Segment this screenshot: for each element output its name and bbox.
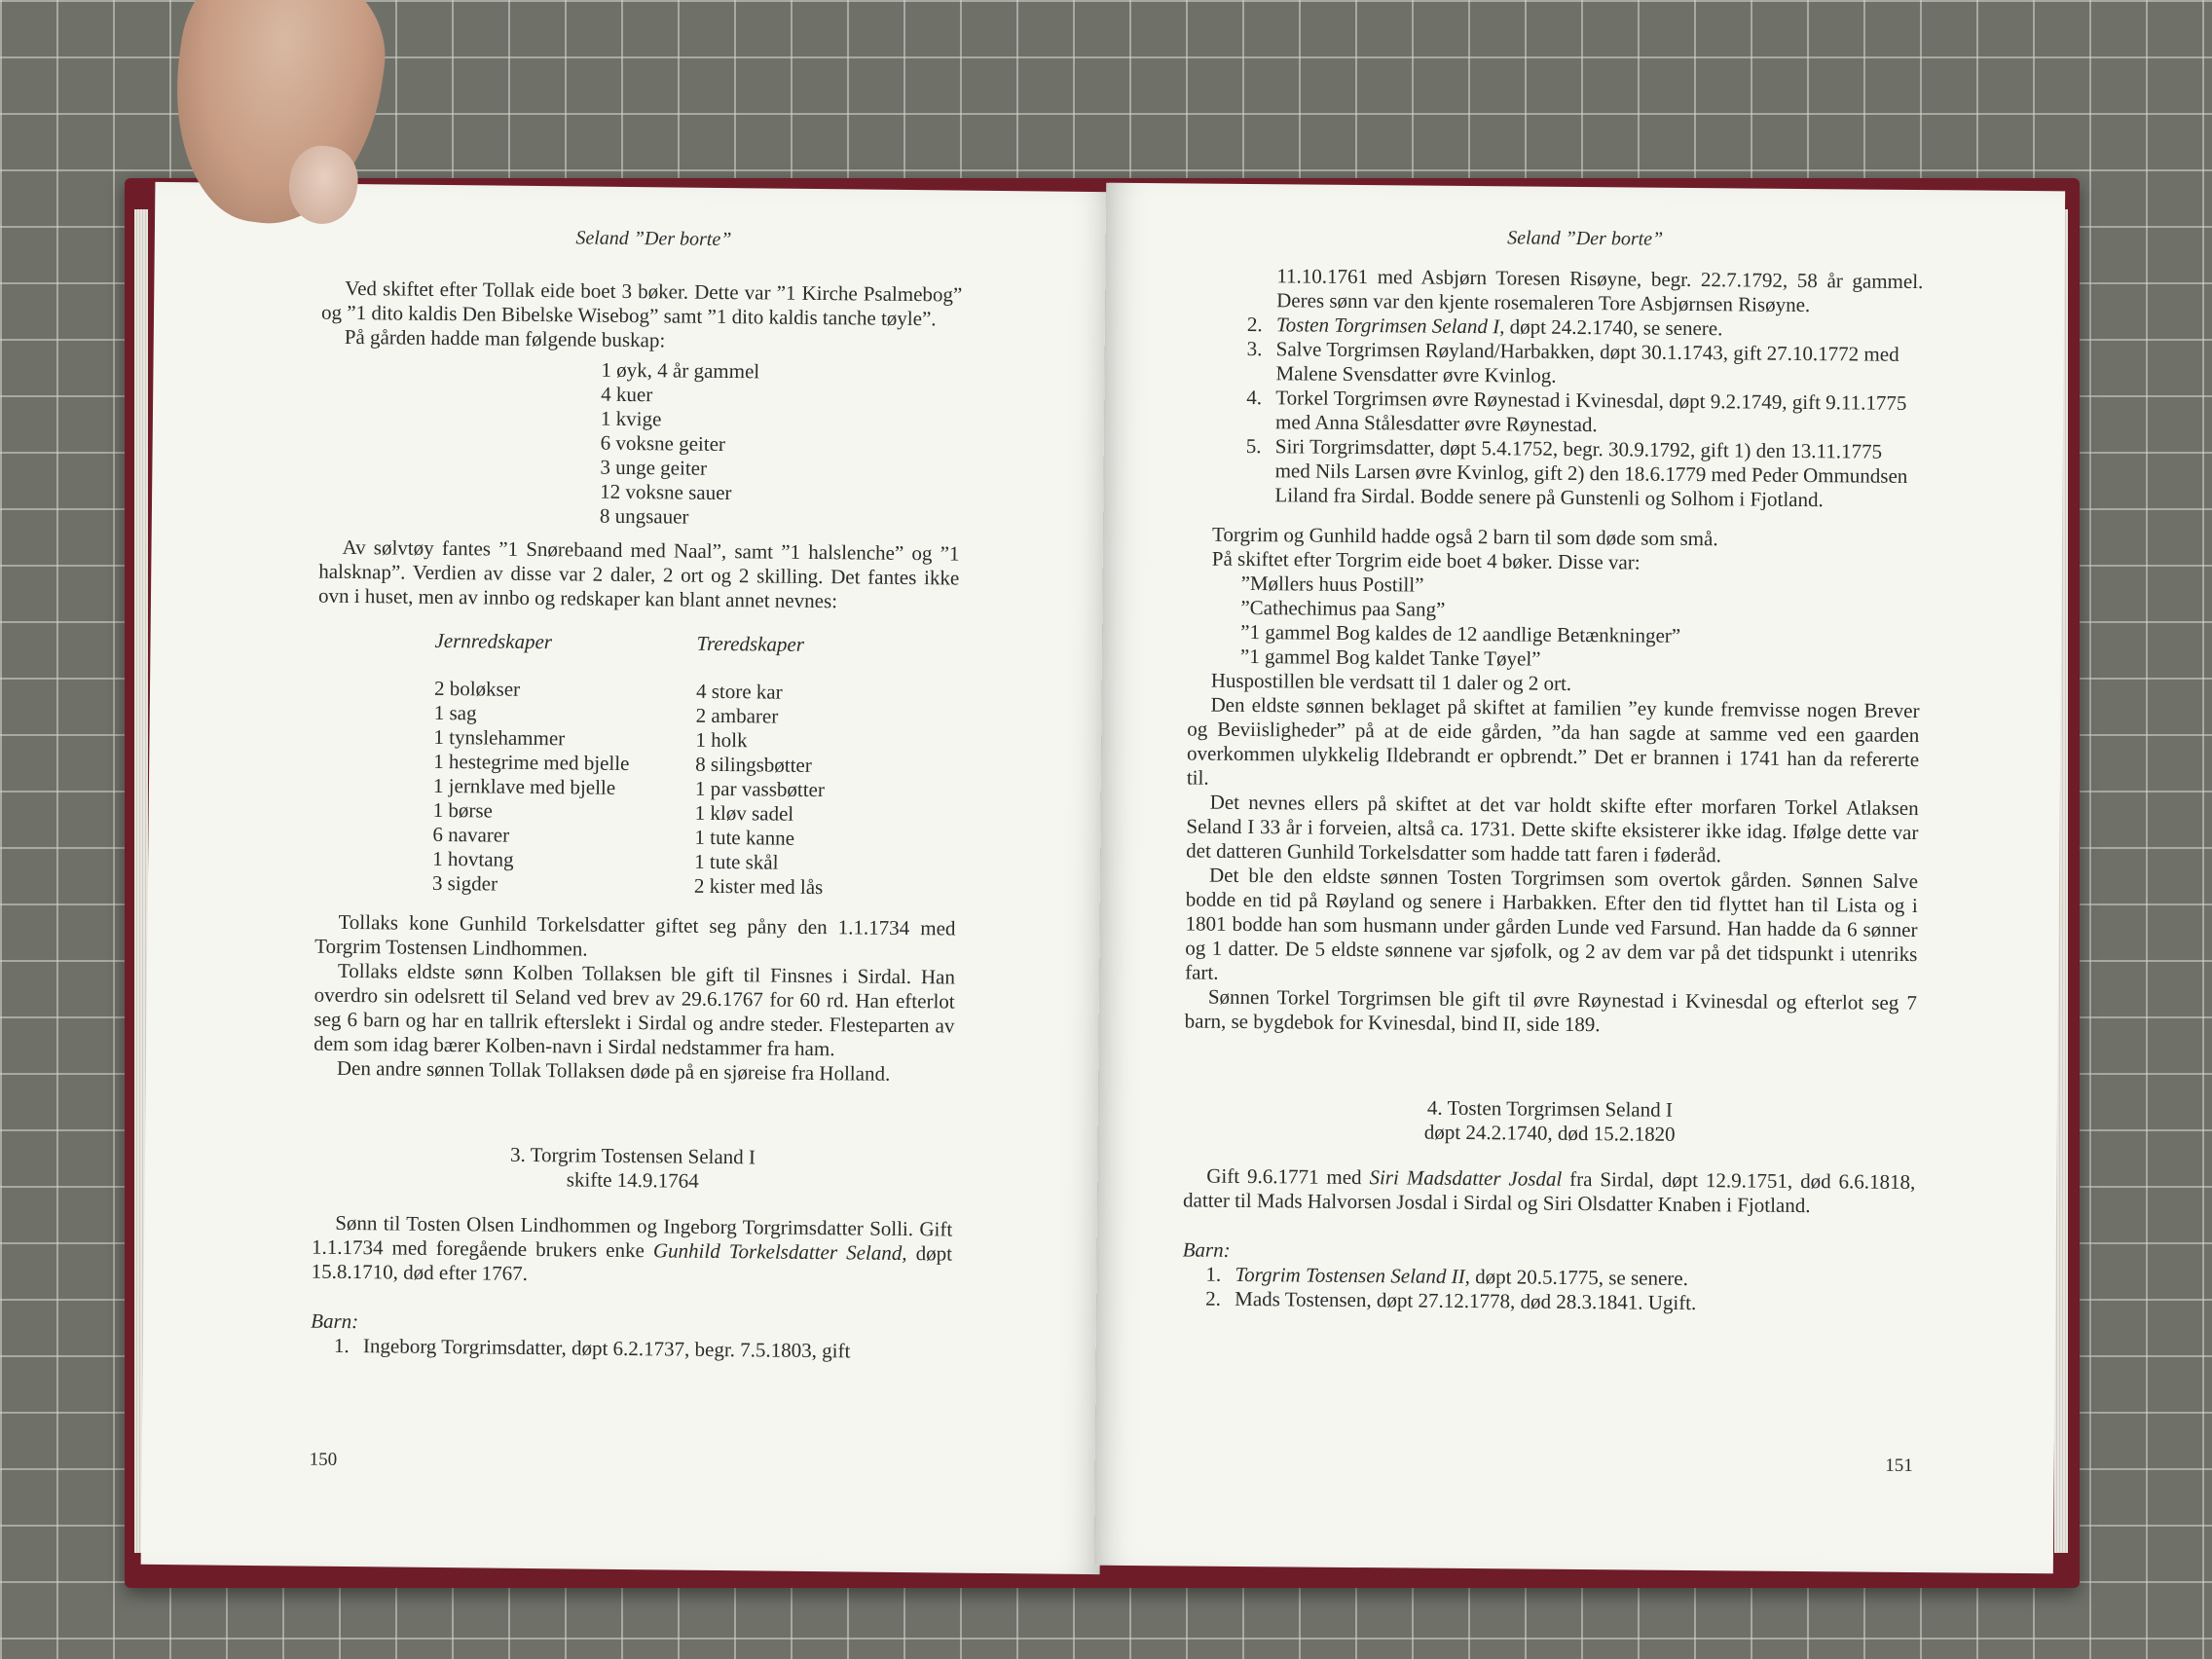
paragraph: Den eldste sønnen beklaget på skiftet at familien ”ey kunde fremvisse nogen Brever og Beviisligheder” på at de eide gården, ”da han sagde at samme ved een gaarden overkommen ulykkelig Ildebrandt er opbrendt.” Det er brannen i 1741 han da refererte til. (1186, 692, 1920, 790)
list-item: 4. Torkel Torgrimsen øvre Røynestad i Kvinesdal, døpt 9.2.1749, gift 9.11.1775 med Anna Stålesdatter øvre Røynestad. (1246, 385, 1907, 437)
section-heading (1184, 1093, 1916, 1149)
running-head: Seland ”Der borte” (575, 227, 732, 251)
list-item: 3 sigder (431, 870, 498, 896)
list-item: 1. Ingeborg Torgrimsdatter, døpt 6.2.1737, begr. 7.5.1803, gift (333, 1333, 851, 1363)
books-list (1188, 571, 1921, 675)
list-item: 1 holk (695, 727, 748, 753)
list-item: ”1 gammel Bog kaldes de 12 aandlige Betænkninger” (1240, 619, 1681, 647)
paragraph: Det nevnes ellers på skiftet at det var holdt skifte efter morfaren Torkel Atlaksen Seland I 33 år i forveien, altså ca. 1731. Dette skifte eksisterer ikke idag. Ifølge dette var det datteren Gunhild Torkelsdatter som hadde tatt faren i føderåd. (1186, 790, 1919, 867)
list-item: 8 ungsauer (599, 503, 689, 529)
list-item: 8 silingsbøtter (695, 752, 812, 777)
list-item: 1 sag (433, 700, 477, 725)
paragraph: Gift 9.6.1771 med Siri Madsdatter Josdal fra Sirdal, døpt 12.9.1751, død 6.6.1818, datter til Mads Halvorsen Josdal i Sirdal og Siri Olsdatter Knaben i Fjotland. (1182, 1163, 1916, 1218)
heading-title: 3. Torgrim Tostensen Seland I (509, 1142, 756, 1169)
heading-title: 4. Tosten Torgrimsen Seland I (1426, 1095, 1674, 1122)
children-label: Barn: (1182, 1237, 1231, 1262)
paragraph: Ved skiftet efter Tollak eide boet 3 bøker. Dette var ”1 Kirche Psalmebog” og ”1 dito kaldis Den Bibelske Wisebog” samt ”1 dito kaldis tanche tøyle”. (320, 276, 963, 331)
paragraph: Av sølvtøy fantes ”1 Snørebaand med Naal”, samt ”1 halslenche” og ”1 halsknap”. Verdien av disse var 2 daler, 2 ort og 2 skilling. Det fantes ikke ovn i huset, men av innbo og redskaper kan blant annet nevnes: (317, 535, 960, 613)
children-list (1189, 312, 1923, 513)
list-item: 4 store kar (695, 679, 783, 704)
children-list (1182, 1262, 1914, 1317)
iron-tools-column (432, 629, 697, 899)
list-item: 1 øyk, 4 år gammel (601, 357, 760, 384)
left-page-body (143, 275, 1114, 1366)
list-item: 1. Torgrim Tostensen Seland II, døpt 20.5.1775, se senere. (1205, 1262, 1689, 1290)
list-item: 12 voksne sauer (600, 479, 732, 505)
column-heading: Jernredskaper (434, 628, 553, 654)
page-number: 150 (309, 1449, 338, 1470)
paragraph: Det ble den eldste sønnen Tosten Torgrimsen som overtok gården. Sønnen Salve bodde en tid på Røyland og senere i Harbakken. Efter den tid flyttet han til Lista og i 1801 bodde han som husmann under gården Lunde ved Farsund. Han hadde da 6 sønner og 1 datter. De 5 eldste sønnene var sjøfolk, og 2 av dem var på det tidspunkt i utenriks fart. (1185, 863, 1919, 984)
list-item: ”1 gammel Bog kaldet Tanke Tøyel” (1239, 644, 1541, 671)
list-item: 1 børse (432, 797, 494, 823)
paragraph: Sønn til Tosten Olsen Lindhommen og Ingeborg Torgrimsdatter Solli. Gift 1.1.1734 med foregående brukers enke Gunhild Torkelsdatter Seland, døpt 15.8.1710, død efter 1767. (311, 1210, 953, 1285)
paragraph: Sønnen Torkel Torgrimsen ble gift til øvre Røynestad i Kvinesdal og efterlot seg 7 barn, se bygdebok for Kvinesdal, bind II, side 189. (1184, 984, 1918, 1037)
list-item: 1 tynslehammer (433, 724, 566, 751)
children-label: Barn: (311, 1309, 359, 1334)
list-item: 2 ambarer (695, 703, 779, 728)
list-item: 1 hestegrime med bjelle (433, 749, 630, 776)
paragraph: Tollaks eldste sønn Kolben Tollaksen ble gift til Finsnes i Sirdal. Han overdro sin odelsrett til Seland ved brev av 29.6.1767 for 60 rd. Han efterlot seg 6 barn og har en tallrik efterslekt i Sirdal og andre steder. Flesteparten av dem som idag bærer Kolben-navn i Sirdal nedstammer fra ham. (313, 958, 956, 1061)
list-item: 1 tute skål (694, 849, 779, 874)
heading-subtitle: skifte 14.9.1764 (566, 1167, 699, 1193)
list-item: ”Cathechimus paa Sang” (1240, 595, 1446, 621)
list-item: 1 jernklave med bjelle (432, 773, 616, 799)
list-item: 2 boløkser (433, 676, 521, 701)
list-item: 1 kløv sadel (694, 800, 794, 826)
list-item: 4 kuer (601, 382, 653, 407)
running-head: Seland ”Der borte” (1507, 227, 1664, 250)
heading-subtitle: døpt 24.2.1740, død 15.2.1820 (1423, 1120, 1676, 1146)
list-item: 5. Siri Torgrimsdatter, døpt 5.4.1752, begr. 30.9.1792, gift 1) den 13.11.1775 med Nils Larsen øvre Kvinlog, gift 2) den 18.6.1779 med Peder Ommundsen Liland fra Sirdal. Bodde senere på Gunstenli og Solhom i Fjotland. (1245, 433, 1908, 512)
list-item: 1 par vassbøtter (694, 776, 826, 802)
list-item: 2 kister med lås (693, 873, 824, 900)
paragraph: Tollaks kone Gunhild Torkelsdatter giftet seg påny den 1.1.1734 med Torgrim Tostensen Lindhommen. (314, 909, 956, 961)
list-item: 6 navarer (432, 822, 510, 847)
right-page-body (1096, 263, 2064, 1319)
column-heading: Treredskaper (696, 631, 805, 656)
paragraph: Den andre sønnen Tollak Tollaksen døde på en sjøreise fra Holland. (336, 1055, 891, 1086)
paragraph: Torgrim og Gunhild hadde også 2 barn til som døde som små. (1211, 522, 1718, 551)
paragraph: Huspostillen ble verdsatt til 1 daler og 2 ort. (1210, 668, 1572, 695)
list-item: 1 tute kanne (694, 825, 795, 850)
section-heading (313, 1141, 953, 1197)
left-page (141, 182, 1115, 1574)
tools-table (432, 629, 959, 902)
list-item: ”Møllers huus Postill” (1240, 571, 1424, 597)
paragraph: 11.10.1761 med Asbjørn Toresen Risøyne, begr. 22.7.1792, 58 år gammel. Deres sønn var den kjente rosemaleren Tore Asbjørnsen Risøyne. (1276, 264, 1924, 317)
list-item: 2. Mads Tostensen, døpt 27.12.1778, død 28.3.1841. Ugift. (1205, 1286, 1697, 1315)
list-item: 1 kvige (600, 406, 662, 431)
list-item: 2. Tosten Torgrimsen Seland I, døpt 24.2.1740, se senere. (1246, 312, 1723, 341)
wood-tools-column (694, 632, 959, 902)
list-item: 1 hovtang (432, 846, 514, 871)
page-number: 151 (1885, 1455, 1913, 1477)
livestock-list (600, 358, 962, 533)
right-page (1094, 183, 2065, 1574)
list-item: 3. Salve Torgrimsen Røyland/Harbakken, døpt 30.1.1743, gift 27.10.1772 med Malene Svensdatter øvre Kvinlog. (1246, 336, 1899, 387)
paragraph: På gården hadde man følgende buskap: (344, 324, 666, 352)
list-item: 3 unge geiter (600, 455, 708, 480)
paragraph: På skiftet efter Torgrim eide boet 4 bøker. Disse var: (1211, 546, 1641, 574)
list-item: 6 voksne geiter (600, 430, 726, 457)
